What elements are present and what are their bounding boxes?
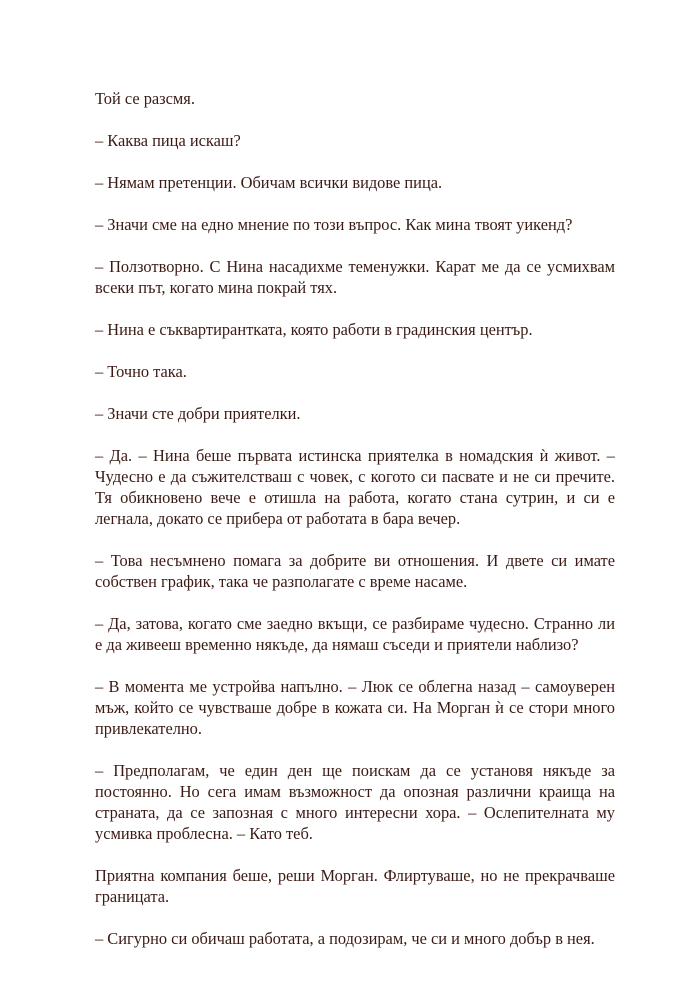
paragraph-3: – Нямам претенции. Обичам всички видове пица. — [95, 173, 443, 192]
paragraph-8: – Значи сте добри приятелки. — [95, 404, 301, 423]
paragraph-11: – Да, затова, когато сме заедно вкъщи, се разбираме чудесно. Странно ли е да живееш временно някъде, да нямаш съседи и приятели наблизо? — [95, 614, 615, 654]
paragraph-1: Той се разсмя. — [95, 89, 195, 108]
paragraph-13: – Предполагам, че един ден ще поискам да се установя някъде за постоянно. Но сега имам възможност да опозная различни краища на страната, да се запозная с много интересни хора. – Ослепителната му усмивка проблесна. – Като теб. — [95, 761, 615, 843]
paragraph-10: – Това несъмнено помага за добрите ви отношения. И двете си имате собствен график, така че разполагате с време насаме. — [95, 551, 615, 591]
paragraph-12: – В момента ме устройва напълно. – Люк се облегна назад – самоуверен мъж, който се чувстваше добре в кожата си. На Морган ѝ се стори много привлекателно. — [95, 677, 615, 738]
paragraph-14: Приятна компания беше, реши Морган. Флиртуваше, но не прекрачваше границата. — [95, 866, 615, 906]
paragraph-9: – Да. – Нина беше първата истинска приятелка в номадския ѝ живот. – Чудесно е да съжителстваш с човек, с когото си пасвате и не си пречите. Тя обикновено вече е отишла на работа, когато стана сутрин, и си е легнала, докато се прибера от работата в бара вечер. — [95, 446, 615, 528]
paragraph-6: – Нина е съквартирантката, която работи в градинския център. — [95, 320, 533, 339]
paragraph-7: – Точно така. — [95, 362, 187, 381]
paragraph-15: – Сигурно си обичаш работата, а подозирам, че си и много добър в нея. — [95, 929, 595, 948]
paragraph-4: – Значи сме на едно мнение по този въпрос. Как мина твоят уикенд? — [95, 215, 573, 234]
paragraph-5: – Ползотворно. С Нина насадихме теменужки. Карат ме да се усмихвам всеки път, когато мина покрай тях. — [95, 257, 615, 297]
document-body — [95, 88, 615, 949]
paragraph-2: – Каква пица искаш? — [95, 131, 241, 150]
